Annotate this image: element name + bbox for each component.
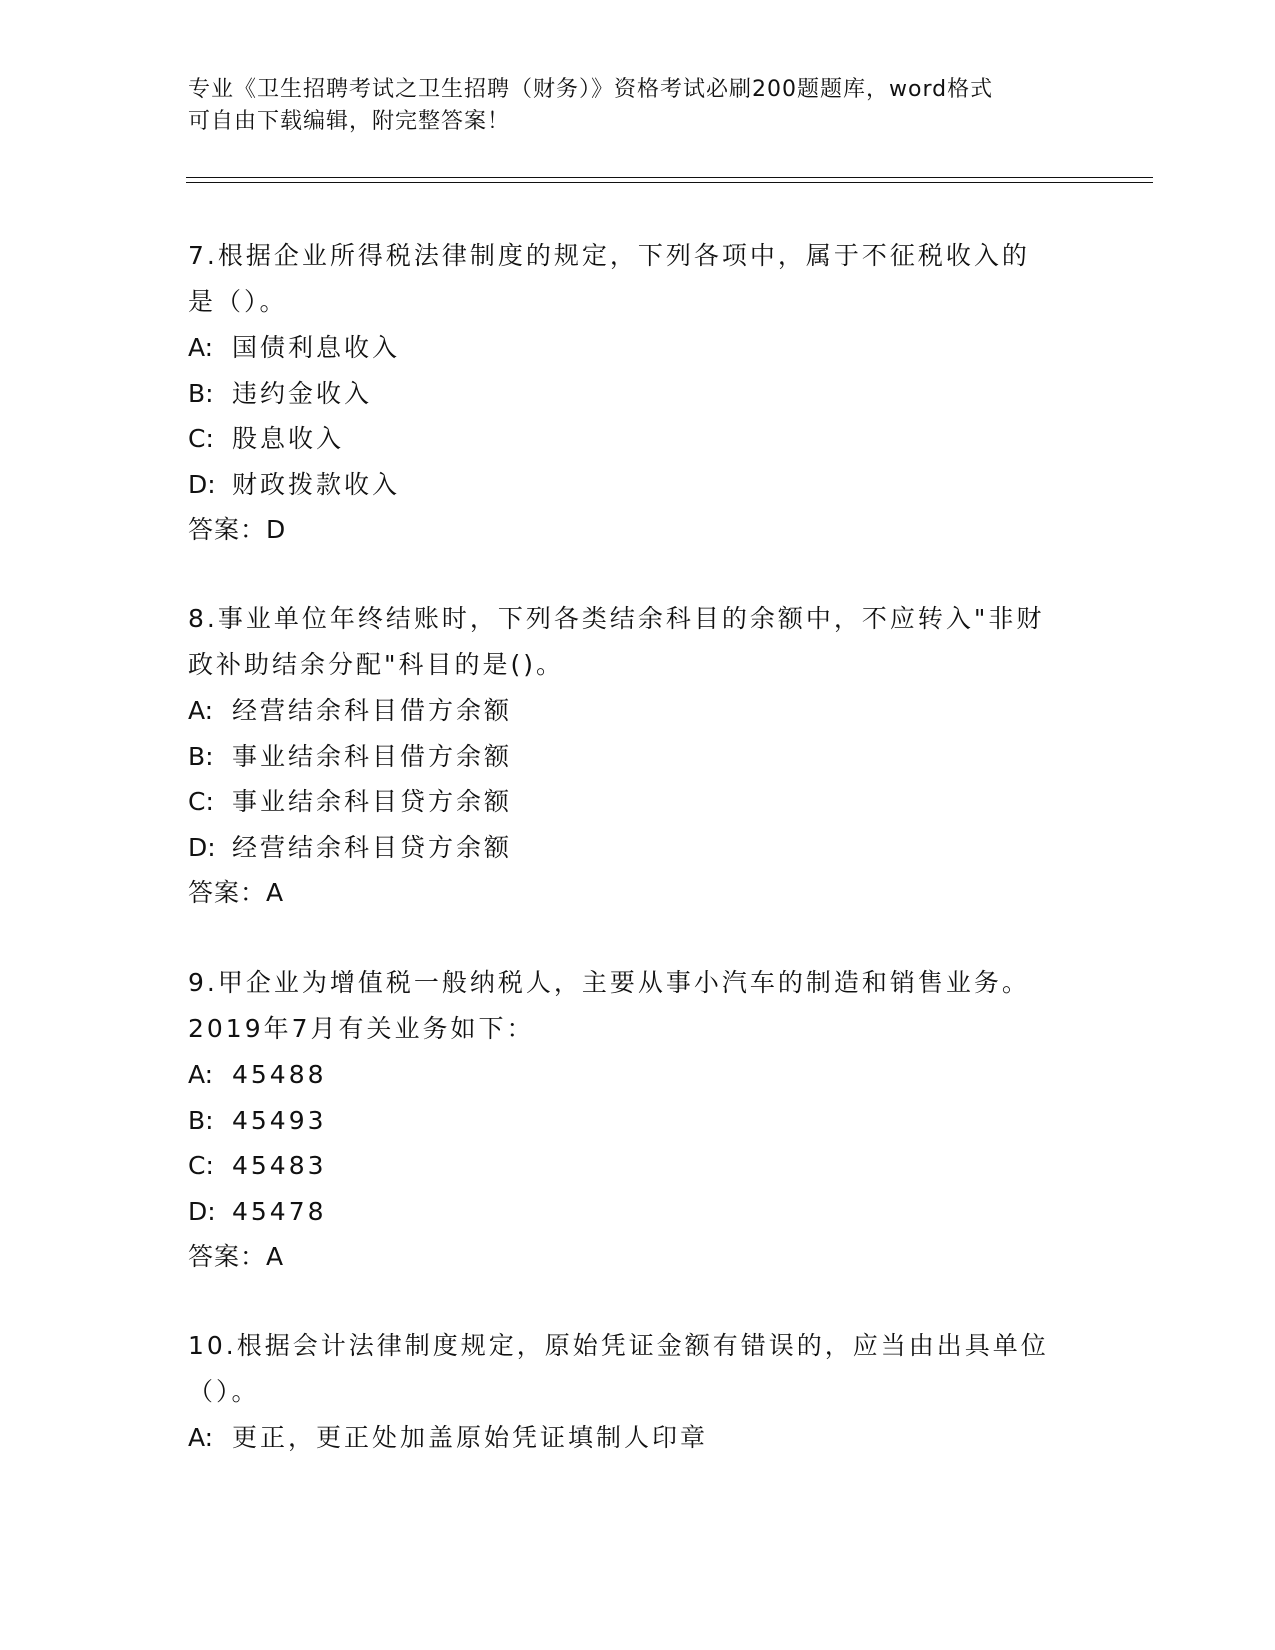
option-a [188, 688, 1088, 734]
option-text: 经营结余科目借方余额 [232, 696, 513, 725]
document-header [188, 74, 1068, 138]
answer-line: 答案：A [188, 1242, 285, 1271]
header-divider-bottom [186, 182, 1153, 183]
option-letter: C: [188, 424, 214, 453]
question-9 [188, 960, 1088, 1280]
option-c [188, 416, 1088, 462]
header-divider-top [186, 177, 1153, 178]
answer-line: 答案：A [188, 878, 285, 907]
option-text: 股息收入 [232, 424, 345, 453]
option-text: 事业结余科目借方余额 [232, 741, 513, 771]
option-letter: B: [188, 378, 214, 408]
header-line-2: 可自由下载编辑，附完整答案！ [188, 109, 511, 134]
option-text: 更正，更正处加盖原始凭证填制人印章 [232, 1423, 709, 1452]
question-stem-line: 政补助结余分配"科目的是()。 [188, 650, 565, 679]
option-text: 违约金收入 [232, 378, 373, 408]
option-letter: A: [188, 1423, 214, 1452]
option-a [188, 1415, 1088, 1461]
question-stem-line: 是（）。 [188, 287, 288, 316]
option-letter: D: [188, 1196, 216, 1226]
option-letter: C: [188, 787, 214, 816]
option-b [188, 734, 1088, 780]
option-text: 经营结余科目贷方余额 [232, 832, 513, 862]
option-text: 45493 [232, 1105, 327, 1135]
option-letter: A: [188, 333, 214, 362]
option-letter: A: [188, 1060, 214, 1089]
question-stem-line: 8.事业单位年终结账时，下列各类结余科目的余额中，不应转入"非财 [188, 604, 1045, 633]
question-stem-line: 9.甲企业为增值税一般纳税人，主要从事小汽车的制造和销售业务。 [188, 968, 1030, 997]
option-d [188, 825, 1088, 871]
question-stem-line: 7.根据企业所得税法律制度的规定，下列各项中，属于不征税收入的 [188, 241, 1030, 270]
option-text: 45478 [232, 1196, 327, 1226]
option-text: 45488 [232, 1060, 327, 1089]
question-stem-line: （）。 [188, 1377, 260, 1406]
option-letter: D: [188, 832, 216, 862]
option-b [188, 1098, 1088, 1144]
question-stem-line: 10.根据会计法律制度规定，原始凭证金额有错误的，应当由出具单位 [188, 1331, 1049, 1360]
option-c [188, 779, 1088, 825]
answer-line: 答案：D [188, 515, 287, 544]
question-stem-line: 2019年7月有关业务如下： [188, 1014, 535, 1043]
option-text: 事业结余科目贷方余额 [232, 787, 513, 816]
question-8 [188, 596, 1088, 916]
option-d [188, 462, 1088, 508]
header-line-1: 专业《卫生招聘考试之卫生招聘（财务）》资格考试必刷200题题库，word格式 [188, 77, 994, 102]
option-letter: D: [188, 469, 216, 499]
option-letter: A: [188, 696, 214, 725]
option-text: 财政拨款收入 [232, 469, 401, 499]
question-10 [188, 1323, 1088, 1461]
option-letter: B: [188, 1105, 214, 1135]
option-d [188, 1189, 1088, 1235]
question-7 [188, 233, 1088, 553]
option-c [188, 1143, 1088, 1189]
option-a [188, 325, 1088, 371]
option-text: 45483 [232, 1151, 327, 1180]
option-b [188, 371, 1088, 417]
option-letter: B: [188, 741, 214, 771]
option-letter: C: [188, 1151, 214, 1180]
option-a [188, 1052, 1088, 1098]
option-text: 国债利息收入 [232, 333, 401, 362]
